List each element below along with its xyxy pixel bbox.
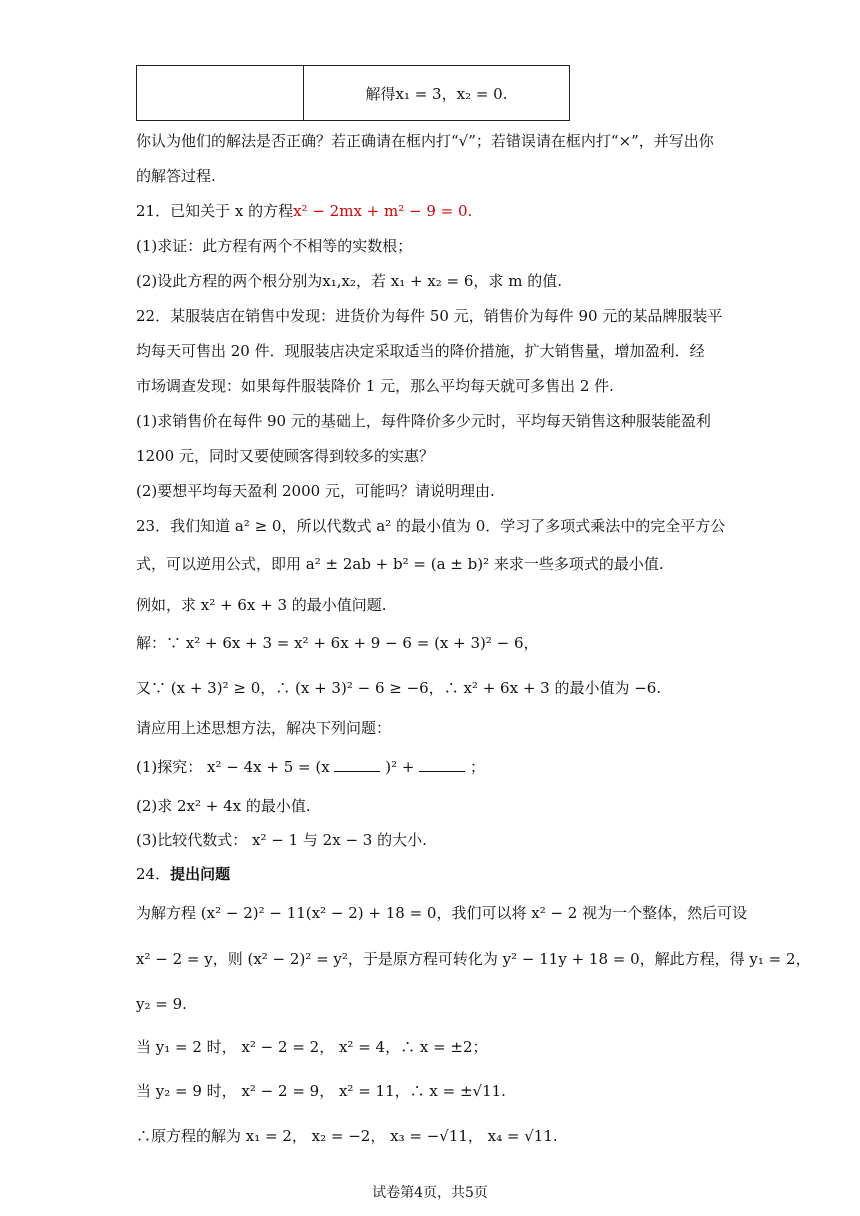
text-line: 的解答过程. [136,167,216,185]
text-line: y₂ = 9. [136,995,187,1013]
question-24-title: 提出问题 [170,865,231,883]
table-cell-solution: 解得x₁ = 3，x₂ = 0. [365,84,508,103]
answer-blank-2[interactable] [419,757,465,772]
text-line: 22．某服装店在销售中发现：进货价为每件 50 元，销售价为每件 90 元的某品牌服装平 [136,307,723,325]
part1-text: (1)探究： x² − 4x + 5 = (x [136,758,330,776]
text-line: (2)设此方程的两个根分别为x₁,x₂，若 x₁ + x₂ = 6，求 m 的值. [136,272,562,290]
text-line: 市场调查发现：如果每件服装降价 1 元，那么平均每天就可多售出 2 件. [136,377,614,395]
answer-blank-1[interactable] [334,757,380,772]
text-line: 请应用上述思想方法，解决下列问题： [136,719,392,737]
text-line: 你认为他们的解法是否正确？若正确请在框内打“√”；若错误请在框内打“×”，并写出你 [136,132,714,150]
page-footer: 试卷第4页，共5页 [372,1185,488,1201]
text-line: ∴原方程的解为 x₁ = 2， x₂ = −2， x₃ = −√11， x₄ = √11. [136,1127,558,1145]
text-line: 当 y₁ = 2 时， x² − 2 = 2， x² = 4，∴ x = ±2； [136,1038,488,1056]
text-line: 1200 元，同时又要使顾客得到较多的实惠？ [136,447,434,465]
part1-mid: )² + [385,758,415,776]
question-21-text: 21．已知关于 x 的方程 [136,202,294,220]
text-line: (1)求销售价在每件 90 元的基础上，每件降价多少元时，平均每天销售这种服装能盈利 [136,412,711,430]
text-line: 当 y₂ = 9 时， x² − 2 = 9， x² = 11，∴ x = ±√11. [136,1082,506,1100]
text-line: 解：∵ x² + 6x + 3 = x² + 6x + 9 − 6 = (x + 3)² − 6， [136,634,539,652]
question-24-number: 24． [136,865,171,883]
text-line: 23．我们知道 a² ≥ 0，所以代数式 a² 的最小值为 0．学习了多项式乘法中的完全平方公 [136,517,726,535]
text-line: 例如，求 x² + 6x + 3 的最小值问题. [136,596,387,614]
question-24-heading [136,864,230,884]
text-line: (2)求 2x² + 4x 的最小值. [136,797,311,815]
text-line: 式，可以逆用公式，即用 a² ± 2ab + b² = (a ± b)² 来求一些多项式的最小值. [136,555,664,573]
text-line: 为解方程 (x² − 2)² − 11(x² − 2) + 18 = 0，我们可以将 x² − 2 视为一个整体，然后可设 [136,904,748,922]
text-line: x² − 2 = y，则 (x² − 2)² = y²，于是原方程可转化为 y² − 11y + 18 = 0，解此方程，得 y₁ = 2， [136,950,811,968]
text-line: 又∵ (x + 3)² ≥ 0，∴ (x + 3)² − 6 ≥ −6，∴ x² + 6x + 3 的最小值为 −6. [136,679,662,697]
part1-end: ； [470,758,486,776]
question-23-part1 [136,757,485,777]
text-line: (2)要想平均每天盈利 2000 元，可能吗？请说明理由. [136,482,495,500]
equation-red: x² − 2mx + m² − 9 = 0. [293,202,473,220]
text-line: 均每天可售出 20 件．现服装店决定采取适当的降价措施，扩大销售量，增加盈利．经 [136,342,705,360]
solution-table [136,65,570,121]
question-21-stem [136,201,472,221]
text-line: (1)求证：此方程有两个不相等的实数根； [136,237,413,255]
text-line: (3)比较代数式： x² − 1 与 2x − 3 的大小. [136,831,427,849]
table-cell-empty [137,66,304,120]
